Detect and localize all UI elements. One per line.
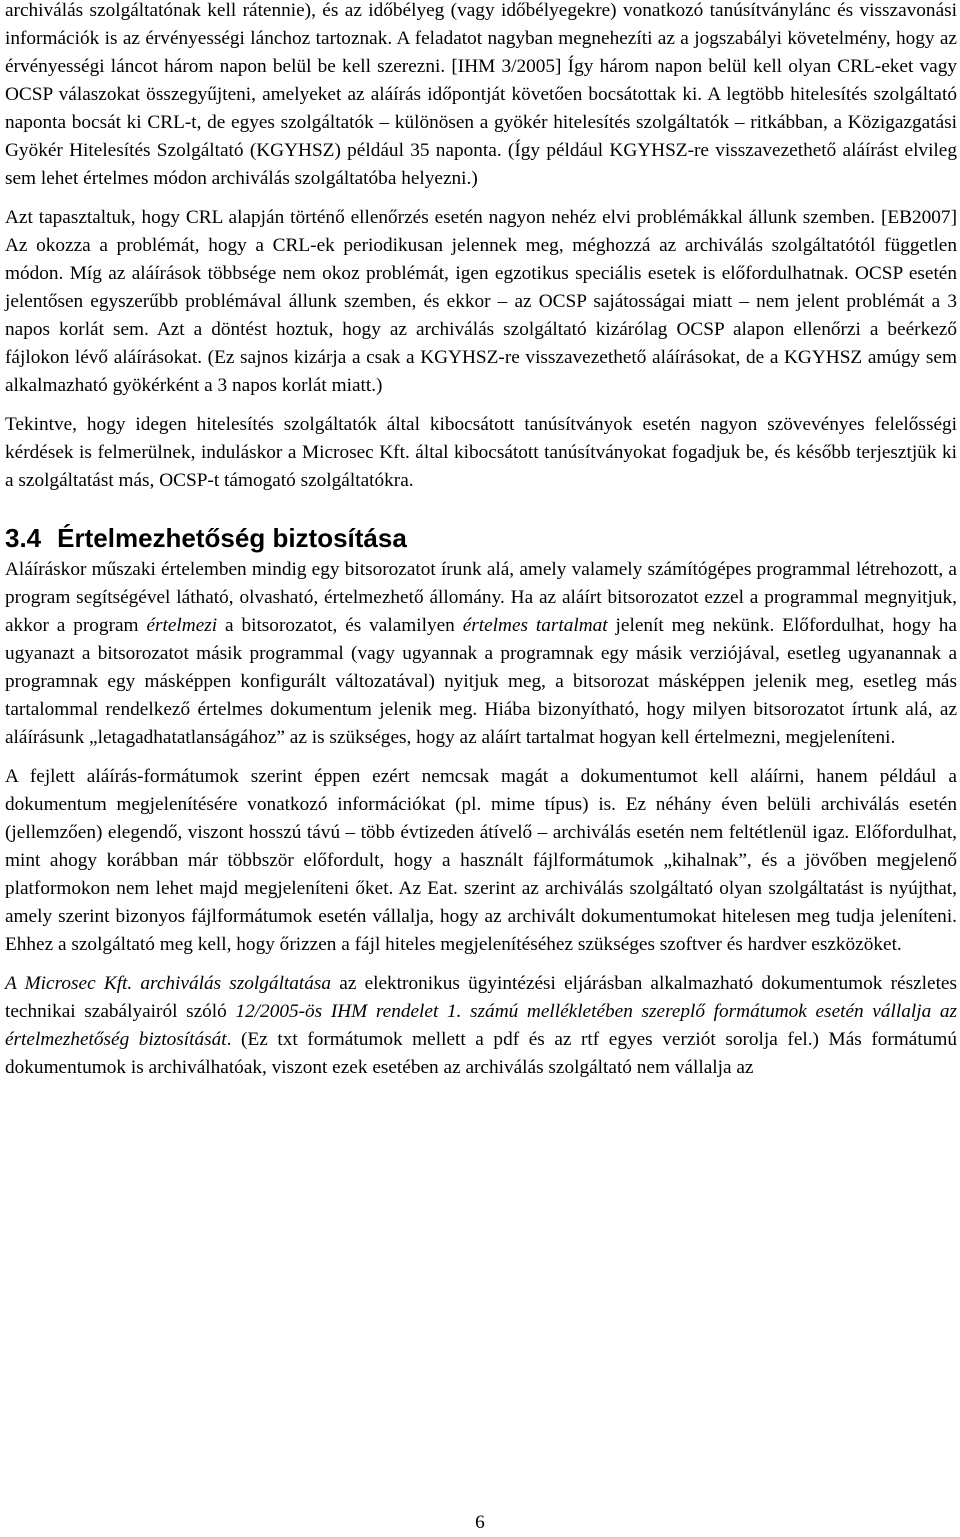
- emphasis-meaningful-content: értelmes tartalmat: [462, 615, 608, 636]
- text-run: az elektronikus ügyintézési eljárásban alkalmazható dokumentumok részletes technikai szabályairól szóló: [5, 973, 957, 1022]
- text-run: . (Ez txt formátumok mellett a pdf és az rtf egyes verziót sorolja fel.) Más formátumú dokumentumok is archiválhatóak, viszont ezek esetében az archiválás szolgáltató nem vállalja az: [5, 1029, 957, 1078]
- text-run: jelenít meg nekünk. Előfordulhat, hogy ha ugyanazt a bitsorozatot másik programmal (vagy ugyannak a programnak egy másik verziójával, esetleg ugyanannak a programnak egy másképpen konfigurált változatával) nyitjuk meg, a bitsorozat másképpen jelenik meg, esetleg más tartalommal rendelkező értelmes dokumentum jelenik meg. Hiába bizonyítható, hogy milyen bitsorozatot írtunk alá, az aláírásunk „letagadhatatlanságához” az is szükséges, hogy az aláírt tartalmat hogyan kell értelmezni, megjeleníteni.: [5, 615, 957, 748]
- paragraph-advanced-formats: A fejlett aláírás-formátumok szerint éppen ezért nemcsak magát a dokumentumot kell aláírni, hanem például a dokumentum megjelenítésére vonatkozó információkat (pl. mime típus) is. Ez néhány éven belüli archiválás esetén (jellemzően) elegendő, viszont hosszú távú – több évtizeden átívelő – archiválás esetén nem feltétlenül igaz. Előfordulhat, mint ahogy korábban már többször előfordult, hogy a használt fájlformátumok „kihalnak”, és a jövőben megjelenő platformokon nem lehet majd megjeleníteni őket. Az Eat. szerint az archiválás szolgáltató olyan szolgáltatást is nyújthat, amely szerint bizonyos fájlformátumok esetén vállalja, hogy az archivált dokumentumokat hitelesen meg tudja jeleníteni. Ehhez a szolgáltató meg kell, hogy őrizzen a fájl hiteles megjelenítéséhez szükséges szoftver és hardver eszközöket.: [5, 766, 957, 955]
- section-title: Értelmezhetőség biztosítása: [57, 523, 407, 553]
- paragraph-interpretation: [5, 556, 957, 752]
- paragraph-crl-problems: Azt tapasztaltuk, hogy CRL alapján történő ellenőrzés esetén nagyon nehéz elvi problémákkal állunk szemben. [EB2007] Az okozza a problémát, hogy a CRL-ek periodikusan jelennek meg, méghozzá az archiválás szolgáltatótól független módon. Míg az aláírások többsége nem okoz problémát, igen egzotikus speciális esetek is előfordulhatnak. OCSP esetén jelentősen egyszerűbb problémával állunk szemben, és ekkor – az OCSP sajátosságai miatt – nem jelent problémát a 3 napos korlát sem. Azt a döntést hoztuk, hogy az archiválás szolgáltató kizárólag OCSP alapon ellenőrzi a beérkező fájlokon lévő aláírásokat. (Ez sajnos kizárja a csak a KGYHSZ-re visszavezethető aláírásokat, de a KGYHSZ amúgy sem alkalmazható gyökérként a 3 napos korlát miatt.): [5, 207, 957, 396]
- paragraph-validity-chain: archiválás szolgáltatónak kell rátennie), és az időbélyeg (vagy időbélyegekre) vonatkozó tanúsítványlánc és visszavonási információk is az érvényességi lánchoz tartoznak. A feladatot nagyban megnehezíti az a jogszabályi követelmény, hogy az érvényességi láncot három napon belül be kell szerezni. [IHM 3/2005] Így három napon belül kell olyan CRL-eket vagy OCSP válaszokat összegyűjteni, amelyeket az aláírás időpontját követően bocsátottak ki. A legtöbb hitelesítés szolgáltató naponta bocsát ki CRL-t, de egyes szolgáltatók – különösen a gyökér hitelesítés szolgáltatók – ritkábban, a Közigazgatási Gyökér Hitelesítés Szolgáltató (KGYHSZ) például 35 naponta. (Így például KGYHSZ-re visszavezethető aláírást elvileg sem lehet értelmes módon archiválás szolgáltatóba helyezni.): [5, 0, 957, 189]
- text-run: a bitsorozatot, és valamilyen: [217, 615, 463, 636]
- emphasis-interprets: értelmezi: [146, 615, 218, 636]
- document-page: [5, 0, 957, 1082]
- paragraph-microsec-service: [5, 970, 957, 1082]
- paragraph-foreign-providers: Tekintve, hogy idegen hitelesítés szolgáltatók által kibocsátott tanúsítványok esetén nagyon szövevényes felelősségi kérdések is felmerülnek, induláskor a Microsec Kft. által kibocsátott tanúsítványokat fogadjuk be, és később terjesztjük ki a szolgáltatást más, OCSP-t támogató szolgáltatókra.: [5, 414, 957, 491]
- section-heading: [5, 522, 957, 554]
- emphasis-regulation: 12/2005-ös IHM rendelet 1. számú mellékletében szereplő formátumok esetén vállalja az értelmezhetőség biztosítását: [5, 1001, 957, 1050]
- section-number: 3.4: [5, 523, 42, 553]
- text-run: Aláíráskor műszaki értelemben mindig egy bitsorozatot írunk alá, amely valamely számítógépes programmal létrehozott, a program segítségével látható, olvasható, értelmezhető állomány. Ha az aláírt bitsorozatot ezzel a programmal megnyitjuk, akkor a program: [5, 559, 957, 636]
- page-number: 6: [475, 1512, 485, 1533]
- emphasis-service-name: A Microsec Kft. archiválás szolgáltatása: [5, 973, 332, 994]
